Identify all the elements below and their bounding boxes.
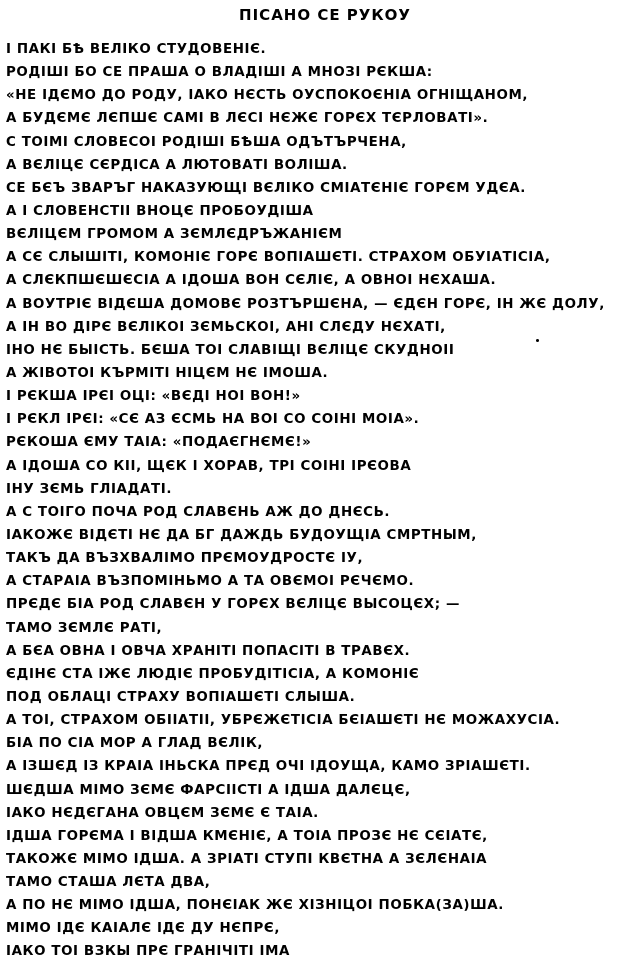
text-line: А ІДОША СО КІІ, ЩЄК І ХОРАВ, ТРІ СОІНІ ІРЄОВА (6, 458, 412, 474)
text-line: ІАКО НЄДЄГАНА ОВЦЄМ ЗЄМЄ Є ТАІА. (6, 805, 319, 821)
text-line: С ТОІМІ СЛОВЕСОІ РОДІШІ БѢША ОДЪТЪРЧЕНА, (6, 134, 407, 150)
text-line: А ВОУТРІЄ ВІДЄША ДОМОВЄ РОЗТЪРШЄНА, — ЄДЄН ГОРЄ, ІН ЖЄ ДОЛУ, (6, 296, 605, 312)
text-line: І РЄКЛ ІРЄІ: «СЄ АЗ ЄСМЬ НА ВОІ СО СОІНІ МОІА». (6, 412, 420, 428)
ink-speck (536, 339, 539, 342)
text-line: ІАКОЖЄ ВІДЄТІ НЄ ДА БГ ДАЖДЬ БУДОУЩІА СМРТНЫМ, (6, 527, 477, 543)
text-line: СЕ БЄЪ ЗВАРЪГ НАКАЗУЮЩІ ВЄЛІКО СМІАТЄНІЄ ГОРЄМ УДЄА. (6, 180, 526, 196)
text-line: А І СЛОВЕНСТІІ ВНОЦЄ ПРОБОУДІША (6, 203, 314, 219)
text-line: А ІН ВО ДІРЄ ВЄЛІКОІ ЗЄМЬСКОІ, АНІ СЛЄДУ НЄХАТІ, (6, 319, 446, 335)
text-line: А ТОІ, СТРАХОМ ОБІІАТІІ, УБРЄЖЄТІСІА БЄІАШЄТІ НЄ МОЖАХУСІА. (6, 713, 561, 729)
text-line: ТАКОЖЄ МІМО ІДША. А ЗРІАТІ СТУПІ КВЄТНА А ЗЄЛЄНАІА (6, 851, 488, 867)
text-line: І РЄКША ІРЄІ ОЦІ: «ВЄДІ НОІ ВОН!» (6, 389, 301, 405)
text-line: ІАКО ТОІ ВЗКЫ ПРЄ ГРАНІЧІТІ ІМА (6, 944, 290, 960)
text-line: ІНО НЄ БЫІСТЬ. БЄША ТОІ СЛАВІЩІ ВЄЛІЦЄ СКУДНОІІ (6, 342, 455, 358)
text-line: БІА ПО СІА МОР А ГЛАД ВЄЛІК, (6, 736, 264, 752)
text-line: ПОД ОБЛАЦІ СТРАХУ ВОПІАШЄТІ СЛЫША. (6, 689, 356, 705)
text-line: А СТАРАІА ВЪЗПОМІНЬМО А ТА ОВЄМОІ РЄЧЄМО. (6, 574, 415, 590)
text-line: А С ТОІГО ПОЧА РОД СЛАВЄНЬ АЖ ДО ДНЄСЬ. (6, 504, 391, 520)
text-line: ІДША ГОРЄМА І ВІДША КМЄНІЄ, А ТОІА ПРОЗЄ НЄ СЄІАТЄ, (6, 828, 488, 844)
text-line: А ІЗШЄД ІЗ КРАІА ІНЬСКА ПРЄД ОЧІ ІДОУЩА, КАМО ЗРІАШЄТІ. (6, 759, 531, 775)
text-line: А ЖІВОТОІ КЪРМІТІ НІЦЄМ НЄ ІМОША. (6, 365, 329, 381)
document-body (6, 38, 612, 964)
document-title: ПІСАНО СЕ РУКОУ (239, 6, 411, 24)
text-line: А ВЄЛІЦЄ СЄРДІСА А ЛЮТОВАТІ ВОЛІША. (6, 157, 348, 173)
text-line: РОДІШІ БО СЕ ПРАША О ВЛАДІШІ А МНОЗІ РЄКША: (6, 65, 433, 81)
text-line: ТАКЪ ДА ВЪЗХВАЛІМО ПРЄМОУДРОСТЄ ІУ, (6, 551, 364, 567)
text-line: ТАМО СТАША ЛЄТА ДВА, (6, 875, 211, 891)
text-line: А СЛЄКПШЄШЄСІА А ІДОША ВОН СЄЛІЄ, А ОВНОІ НЄХАША. (6, 273, 497, 289)
text-line: ЄДІНЄ СТА ІЖЄ ЛЮДІЄ ПРОБУДІТІСІА, А КОМОНІЄ (6, 666, 420, 682)
text-line: А ПО НЄ МІМО ІДША, ПОНЄІАК ЖЄ ХІЗНІЦОІ ПОБКА(ЗА)ША. (6, 898, 504, 914)
text-line: ВЄЛІЦЄМ ГРОМОМ А ЗЄМЛЄДРЪЖАНІЄМ (6, 227, 343, 243)
text-line: А БУДЄМЄ ЛЄПШЄ САМІ В ЛЄСІ НЄЖЄ ГОРЄХ ТЄРЛОВАТІ». (6, 111, 489, 127)
text-line: А БЄА ОВНА І ОВЧА ХРАНІТІ ПОПАСІТІ В ТРАВЄХ. (6, 643, 411, 659)
text-line: МІМО ІДЄ КАІАЛЄ ІДЄ ДУ НЄПРЄ, (6, 921, 281, 937)
text-line: «НЕ ІДЄМО ДО РОДУ, ІАКО НЄСТЬ ОУСПОКОЄНІА ОГНІЩАНОМ, (6, 88, 529, 104)
text-line: РЄКОША ЄМУ ТАІА: «ПОДАЄГНЄМЄ!» (6, 435, 312, 451)
text-line: І ПАКІ БѢ ВЕЛІКО СТУДОВЕНІЄ. (6, 42, 267, 57)
text-line: ПРЄДЄ БІА РОД СЛАВЄН У ГОРЄХ ВЄЛІЦЄ ВЫСОЦЄХ; — (6, 597, 460, 613)
text-line: ІНУ ЗЄМЬ ГЛІАДАТІ. (6, 481, 173, 497)
text-line: А СЄ СЛЫШІТІ, КОМОНІЄ ГОРЄ ВОПІАШЄТІ. СТРАХОМ ОБУІАТІСІА, (6, 250, 551, 266)
text-line: ТАМО ЗЄМЛЄ РАТІ, (6, 620, 163, 636)
text-line: ШЄДША МІМО ЗЄМЄ ФАРСІІСТІ А ІДША ДАЛЄЦЄ, (6, 782, 411, 798)
